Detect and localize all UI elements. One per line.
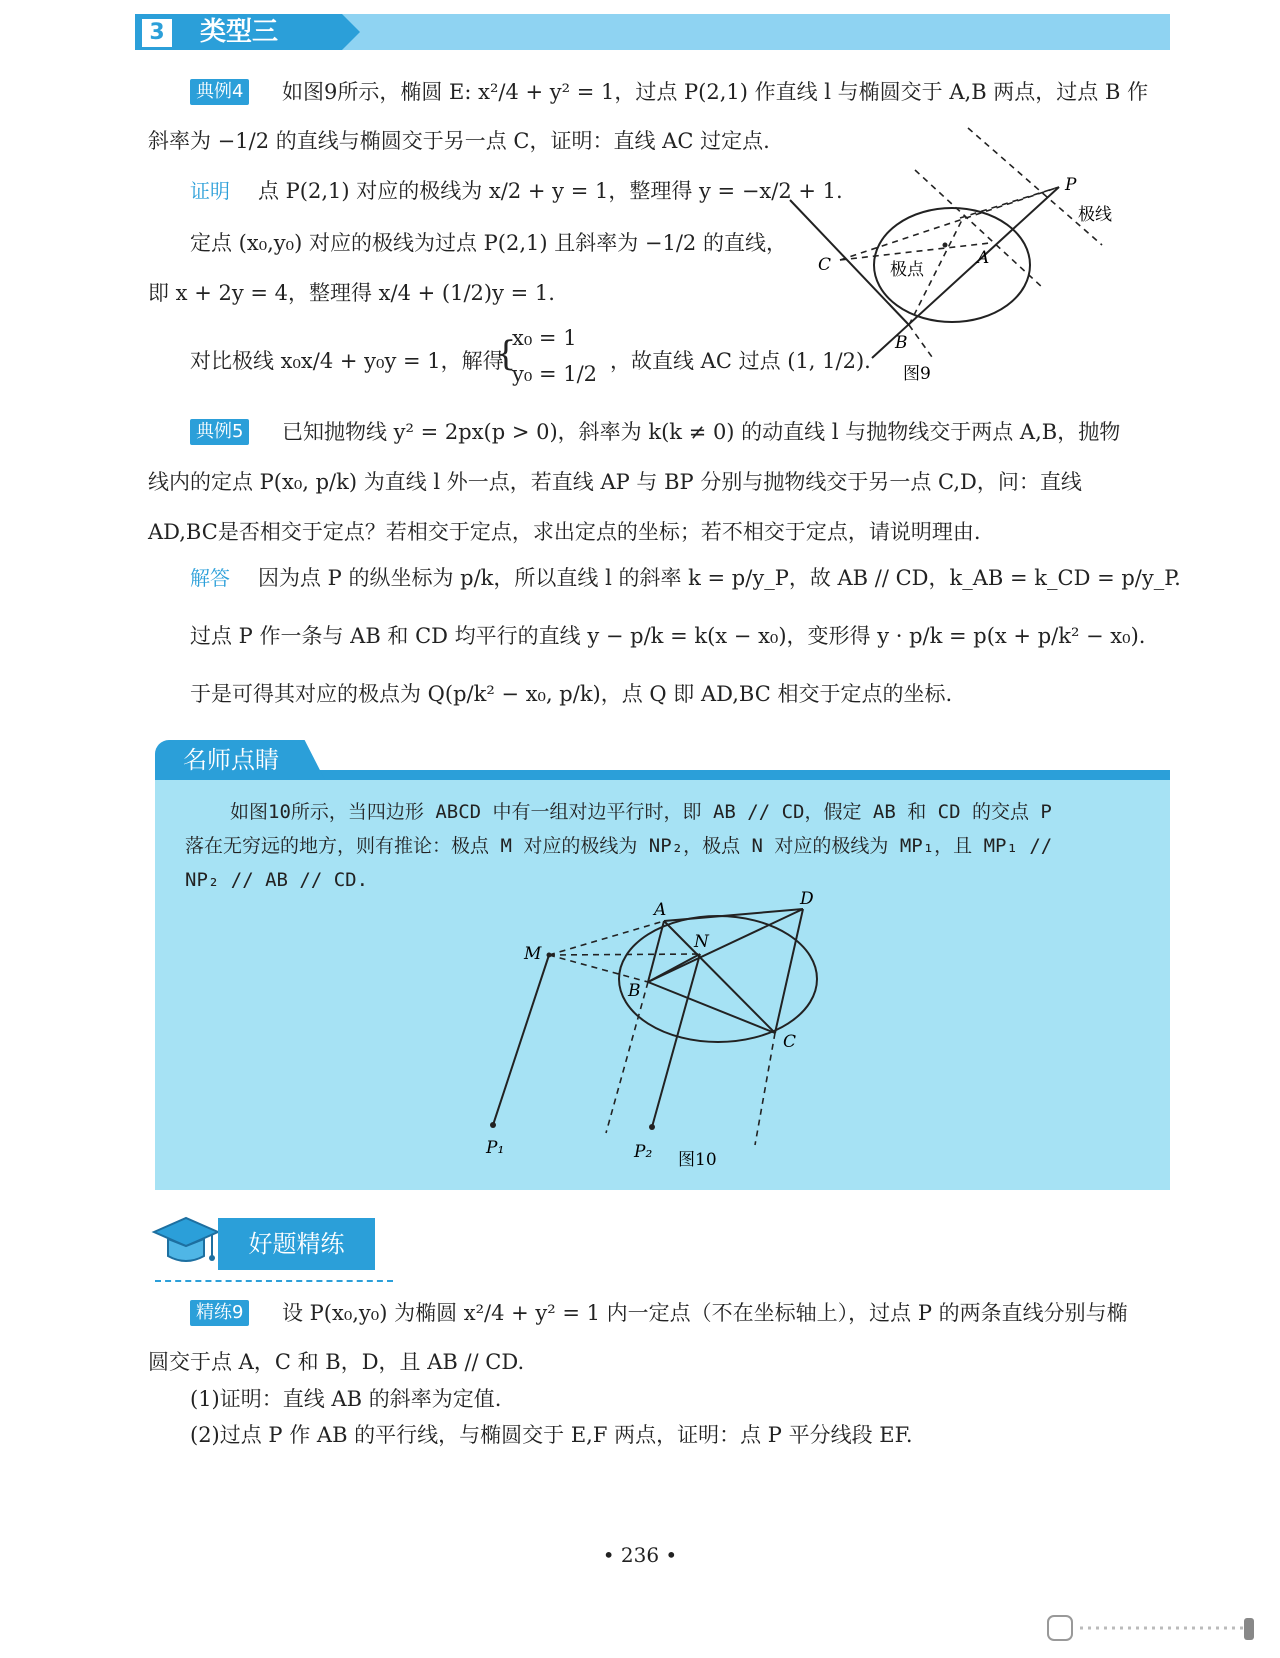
teacher-note-line1: 如图10所示，当四边形 ABCD 中有一组对边平行时，即 AB // CD，假定 AB 和 CD 的交点 P: [230, 801, 1052, 823]
exercise-line1: 设 P(x₀,y₀) 为椭圆 x²/4 + y² = 1 内一定点（不在坐标轴上），过点 P 的两条直线分别与椭: [282, 1301, 1128, 1325]
example-tag: 典例4: [190, 79, 249, 105]
example4-line2: 斜率为 −1/2 的直线与椭圆交于另一点 C，证明：直线 AC 过定点.: [148, 129, 770, 153]
fig10-label-p2: P₂: [634, 1142, 653, 1162]
fig9-dashed-ep: [960, 187, 1059, 218]
fig10-seg-bc: [648, 982, 775, 1033]
teacher-note-line2: 落在无穷远的地方，则有推论：极点 M 对应的极线为 NP₂，极点 N 对应的极线为 MP₁，且 MP₁ //: [185, 835, 1053, 857]
proof-label: 证明: [190, 179, 230, 203]
proof-line4-end: ，故直线 AC 过点 (1, 1/2).: [610, 349, 871, 373]
exercise-line2: 圆交于点 A，C 和 B，D，且 AB // CD.: [148, 1350, 525, 1374]
system-eq1: x₀ = 1: [512, 326, 577, 350]
fig10-label-d: D: [800, 889, 814, 909]
exercise-tag: 精练9: [190, 1300, 249, 1326]
example5-line3: AD,BC是否相交于定点？若相交于定点，求出定点的坐标；若不相交于定点，请说明理由.: [148, 520, 981, 544]
fig10-dot-p2: [649, 1124, 655, 1130]
proof-line3: 即 x + 2y = 4，整理得 x/4 + (1/2)y = 1.: [148, 281, 555, 305]
proof-line2: 定点 (x₀,y₀) 对应的极线为过点 P(2,1) 且斜率为 −1/2 的直线，: [190, 231, 787, 255]
section-number: 3: [141, 18, 173, 48]
answer-line1: 因为点 P 的纵坐标为 p/k，所以直线 l 的斜率 k = p/y_P，故 AB // CD，k_AB = k_CD = p/y_P.: [258, 566, 1181, 590]
fig10-dash-mn: [549, 954, 700, 955]
proof-line4: 对比极线 x₀x/4 + y₀y = 1，解得: [190, 349, 504, 373]
fig9-polar-line: [968, 128, 1102, 245]
graduation-cap-icon: [150, 1210, 222, 1274]
figure-10: [470, 889, 870, 1175]
system-brace: {: [495, 334, 517, 374]
exercise-question1: (1)证明：直线 AB 的斜率为定值.: [190, 1387, 502, 1411]
page-number: • 236 •: [602, 1543, 678, 1567]
exercise-section-divider: [155, 1280, 393, 1282]
section-title: 类型三: [200, 17, 279, 47]
fig10-dot-p1: [490, 1122, 496, 1128]
fig10-label-b: B: [628, 981, 641, 1001]
fig10-dash-ma: [549, 921, 664, 955]
example4-line1: 如图9所示，椭圆 E: x²/4 + y² = 1，过点 P(2,1) 作直线 l 与椭圆交于 A,B 两点，过点 B 作: [282, 80, 1149, 104]
fig9-label-pole: 极点: [890, 260, 924, 280]
fig9-pole-dot: [943, 243, 948, 248]
answer-line2: 过点 P 作一条与 AB 和 CD 均平行的直线 y − p/k = k(x − x₀)，变形得 y · p/k = p(x + p/k² − x₀).: [190, 624, 1146, 648]
figure-9: [820, 120, 1190, 405]
fig9-caption: 图9: [903, 364, 931, 384]
fig10-dot-m: [547, 953, 552, 958]
answer-label: 解答: [190, 566, 230, 590]
fig10-label-a: A: [654, 900, 667, 920]
exercise-section-title: 好题精练: [248, 1230, 345, 1258]
system-eq2: y₀ = 1/2: [512, 362, 598, 386]
fig10-seg-ac: [664, 921, 775, 1033]
viewer-scroll-controls[interactable]: [1048, 1614, 1258, 1642]
fig9-label-c: C: [818, 255, 832, 275]
example5-line1: 已知抛物线 y² = 2px(p > 0)，斜率为 k(k ≠ 0) 的动直线 l 与抛物线交于两点 A,B，抛物: [282, 420, 1121, 444]
fig10-label-n: N: [694, 932, 709, 952]
fig9-label-b: B: [895, 333, 908, 353]
answer-line3: 于是可得其对应的极点为 Q(p/k² − x₀, p/k)，点 Q 即 AD,BC 相交于定点的坐标.: [190, 682, 953, 706]
example-tag: 典例5: [190, 419, 249, 445]
fig9-dashed-bt: [909, 325, 932, 357]
example5-line2: 线内的定点 P(x₀, p/k) 为直线 l 外一点，若直线 AP 与 BP 分别与抛物线交于另一点 C,D，问：直线: [148, 470, 1082, 494]
fig10-label-c: C: [783, 1032, 797, 1052]
fig10-seg-mp1: [493, 955, 549, 1125]
fig10-dash-mb: [549, 955, 648, 982]
fig9-dashed-ac: [840, 243, 990, 260]
teacher-note-title: 名师点睛: [183, 746, 279, 774]
exercise-question2: (2)过点 P 作 AB 的平行线，与椭圆交于 E,F 两点，证明：点 P 平分线段 EF.: [190, 1423, 913, 1447]
fig10-label-p1: P₁: [486, 1138, 505, 1158]
fig10-label-m: M: [524, 944, 542, 964]
fig10-caption: 图10: [678, 1150, 717, 1170]
fig9-label-polar: 极线: [1078, 205, 1112, 225]
proof-line1: 点 P(2,1) 对应的极线为 x/2 + y = 1，整理得 y = −x/2 + 1.: [258, 179, 843, 203]
teacher-note-line3: NP₂ // AB // CD.: [185, 869, 369, 891]
fig9-label-a: A: [977, 248, 990, 268]
fig10-dash-c-down: [755, 1033, 775, 1145]
fig9-label-p: P: [1065, 175, 1077, 195]
fig10-seg-bn: [648, 954, 700, 982]
